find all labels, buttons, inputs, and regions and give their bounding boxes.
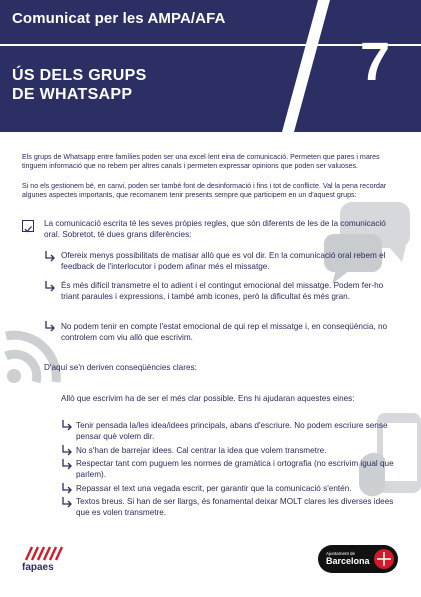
clarity-intro: Allò que escrivim ha de ser el més clar possible. Ens hi ajudaran aquestes eines: [61,394,355,403]
barcelona-logo [318,545,398,573]
page-title [12,66,147,104]
arrow-right-icon [44,280,56,292]
difference-item: Ofereix menys possibilitats de matisar allò que es vol dir. En la comunicació oral rebem el feedback de l'interlocutor i podem afinar més el missatge. [61,251,386,271]
fapaes-logo-mark [22,545,70,561]
fapaes-logo-text: fapaes [22,562,54,573]
fapaes-logo [22,545,70,571]
arrow-right-icon [61,458,73,470]
tool-item: No s'han de barrejar idees. Cal centrar la idea que volem transmetre. [76,446,327,455]
intro-paragraph-1: Els grups de Whatsapp entre famílies poden ser una excel·lent eina de comunicació. Permeten que pares i mares tinguem informació que no rebem per altres canals i permeten expressar opinions que poden ser valuoses. [22,153,380,170]
arrow-right-icon [61,419,73,431]
barcelona-logo-line1: Ajuntament de [326,551,356,556]
arrow-right-icon [61,482,73,494]
page-title-line1: ÚS DELS GRUPS [12,67,147,84]
checkbox-icon [22,220,34,232]
difference-item: No podem tenir en compte l'estat emocional de qui rep el missatge i, en conseqüència, no controlem com viu allò que escrivim. [61,322,388,342]
tool-item: Repassar el text una vegada escrit, per garantir que la comunicació s'entén. [76,484,352,493]
arrow-right-icon [44,250,56,262]
barcelona-shield-icon [373,548,395,570]
barcelona-logo-line2: Barcelona [326,556,370,566]
series-title: Comunicat per les AMPA/AFA [12,10,226,27]
intro-paragraph-2: Si no els gestionem bé, en canvi, poden ser també font de desinformació i fins i tot de conflicte. Val la pena recordar algunes aspectes importants, que recomanem tenir presents sempre que participem en un d'aquest grups: [22,182,387,199]
arrow-right-icon [61,444,73,456]
consequences-intro: D'aquí se'n deriven conseqüències clares: [44,363,197,372]
arrow-right-icon [61,496,73,508]
page-title-line2: DE WHATSAPP [12,86,133,103]
issue-number: 7 [359,32,391,92]
difference-item: És més difícil transmetre el to adient i el contingut emocional del missatge. Podem fer-ho triant paraules i expressions, i també amb icones, però la dificultat és més gran. [61,281,384,301]
arrow-right-icon [44,320,56,332]
tool-item: Tenir pensada la/les idea/idees principals, abans d'escriure. No podem escriure sense pensar què volem dir. [76,421,388,441]
wifi-icon [0,330,70,390]
tool-item: Respectar tant com puguem les normes de gramàtica i ortografia (no escrivim igual que parlem). [76,459,394,479]
main-point: La comunicació escrita té les seves pròpies regles, que són diferents de les de la comunicació oral. Sobretot, té dues grans diferències: [44,219,386,239]
tool-item: Textos breus. Si han de ser llargs, és fonamental deixar MOLT clares les diverses idees que es volen transmetre. [76,497,394,517]
